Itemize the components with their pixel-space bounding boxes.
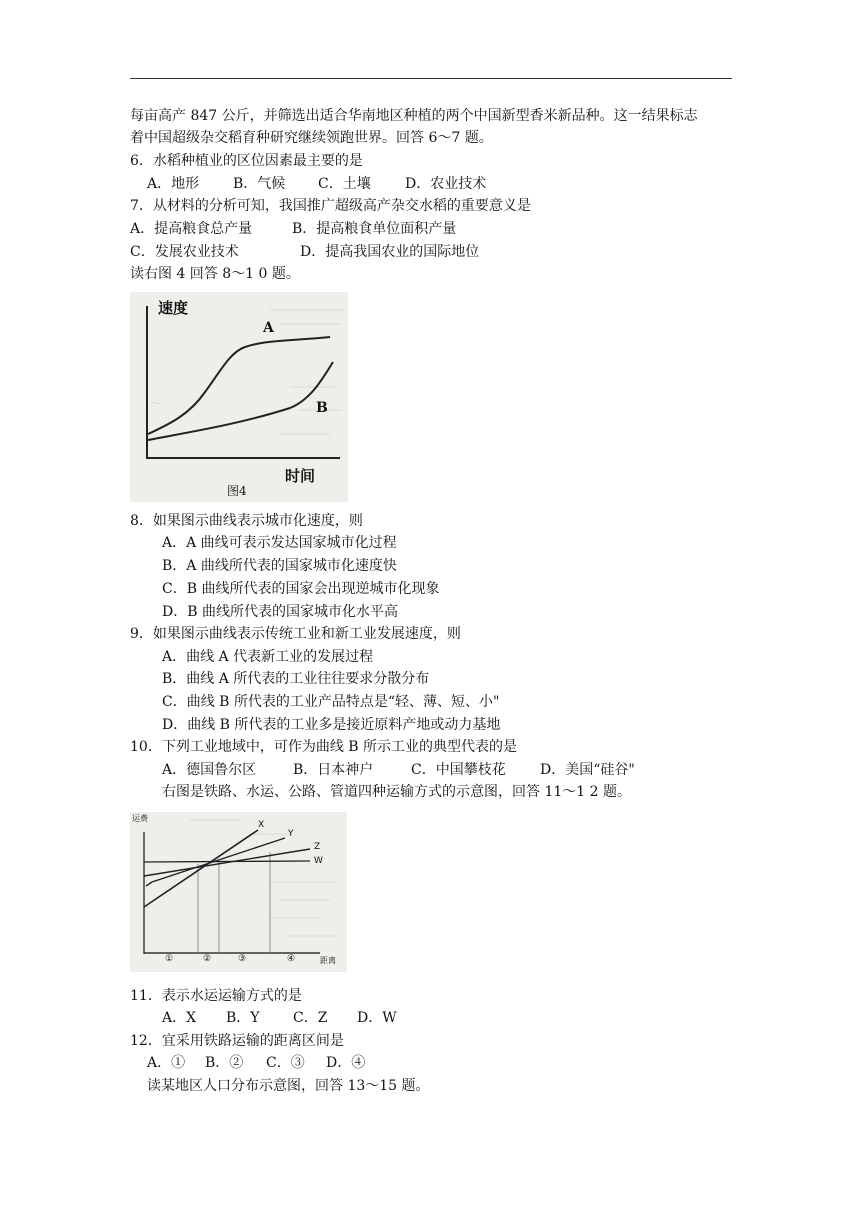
transport-label-z: Z xyxy=(314,842,321,852)
q7-option-b: B．提高粮食单位面积产量 xyxy=(292,221,457,237)
q12-option-b: B．② xyxy=(205,1055,244,1071)
intro-line-2: 着中国超级杂交稻育种研究继续领跑世界。回答 6～7 题。 xyxy=(130,130,493,146)
q10-option-d: D．美国“硅谷" xyxy=(540,762,635,778)
read-population-instruction: 读某地区人口分布示意图，回答 13～15 题。 xyxy=(147,1078,430,1094)
figure-4-y-label: 速度 xyxy=(158,299,189,317)
figure-4-x-label: 时间 xyxy=(285,467,316,485)
figure-4-curve-a-label: A xyxy=(263,320,274,336)
q9-option-a: A．曲线 A 代表新工业的发展过程 xyxy=(162,649,374,665)
q10-option-a: A．德国鲁尔区 xyxy=(162,762,257,778)
q9-option-c: C．曲线 B 所代表的工业产品特点是“轻、薄、短、小" xyxy=(162,694,500,710)
q6-option-a: A．地形 xyxy=(147,176,200,192)
header-rule xyxy=(130,78,732,79)
q10-stem: 10．下列工业地域中，可作为曲线 B 所示工业的典型代表的是 xyxy=(130,739,518,755)
q7-option-c: C．发展农业技术 xyxy=(130,244,239,260)
transport-label-x: X xyxy=(258,820,265,830)
transport-interval-2: ② xyxy=(203,954,212,964)
q11-stem: 11．表示水运运输方式的是 xyxy=(130,988,302,1004)
q12-option-c: C．③ xyxy=(266,1055,305,1071)
q6-option-c: C．土壤 xyxy=(318,176,371,192)
q12-option-a: A．① xyxy=(147,1055,186,1071)
q11-option-c: C．Z xyxy=(293,1010,328,1026)
figure-4-caption: 图4 xyxy=(227,484,247,498)
transport-interval-3: ③ xyxy=(238,954,247,964)
q9-option-d: D．曲线 B 所代表的工业多是接近原料产地或动力基地 xyxy=(162,717,501,733)
q10-option-c: C．中国攀枝花 xyxy=(411,762,506,778)
q12-option-d: D．④ xyxy=(326,1055,366,1071)
q6-option-d: D．农业技术 xyxy=(405,176,487,192)
q7-option-d: D．提高我国农业的国际地位 xyxy=(300,244,480,260)
read-fig4-instruction: 读右图 4 回答 8～1 0 题。 xyxy=(130,266,300,282)
figure-4-speed-time xyxy=(130,292,348,502)
q8-stem: 8．如果图示曲线表示城市化速度，则 xyxy=(130,513,363,529)
q11-option-b: B．Y xyxy=(226,1010,260,1026)
transport-label-y: Y xyxy=(288,829,294,839)
q8-option-a: A．A 曲线可表示发达国家城市化过程 xyxy=(162,535,397,551)
q8-option-b: B．A 曲线所代表的国家城市化速度快 xyxy=(162,558,397,574)
q12-stem: 12．宜采用铁路运输的距离区间是 xyxy=(130,1033,344,1049)
figure-transport-cost-distance xyxy=(130,812,347,972)
transport-interval-4: ④ xyxy=(287,954,296,964)
transport-label-w: W xyxy=(314,856,323,866)
q8-option-d: D．B 曲线所代表的国家城市化水平高 xyxy=(162,604,398,620)
transport-y-label: 运费 xyxy=(132,814,148,823)
transport-interval-1: ① xyxy=(165,954,174,964)
q11-option-d: D．W xyxy=(357,1010,397,1026)
q7-option-a: A．提高粮食总产量 xyxy=(130,221,253,237)
read-transport-instruction: 右图是铁路、水运、公路、管道四种运输方式的示意图，回答 11～1 2 题。 xyxy=(162,784,631,800)
intro-line-1: 每亩高产 847 公斤，并筛选出适合华南地区种植的两个中国新型香米新品种。这一结果标志 xyxy=(130,108,698,124)
q6-stem: 6．水稻种植业的区位因素最主要的是 xyxy=(130,153,363,169)
q7-stem: 7．从材料的分析可知，我国推广超级高产杂交水稻的重要意义是 xyxy=(130,198,531,214)
q9-stem: 9．如果图示曲线表示传统工业和新工业发展速度，则 xyxy=(130,626,461,642)
figure-4-curve-b-label: B xyxy=(316,400,328,416)
q9-option-b: B．曲线 A 所代表的工业往往要求分散分布 xyxy=(162,671,430,687)
q8-option-c: C．B 曲线所代表的国家会出现逆城市化现象 xyxy=(162,581,440,597)
transport-x-label: 距离 xyxy=(320,956,336,965)
q6-option-b: B．气候 xyxy=(233,176,286,192)
q11-option-a: A．X xyxy=(162,1010,197,1026)
q10-option-b: B．日本神户 xyxy=(293,762,374,778)
